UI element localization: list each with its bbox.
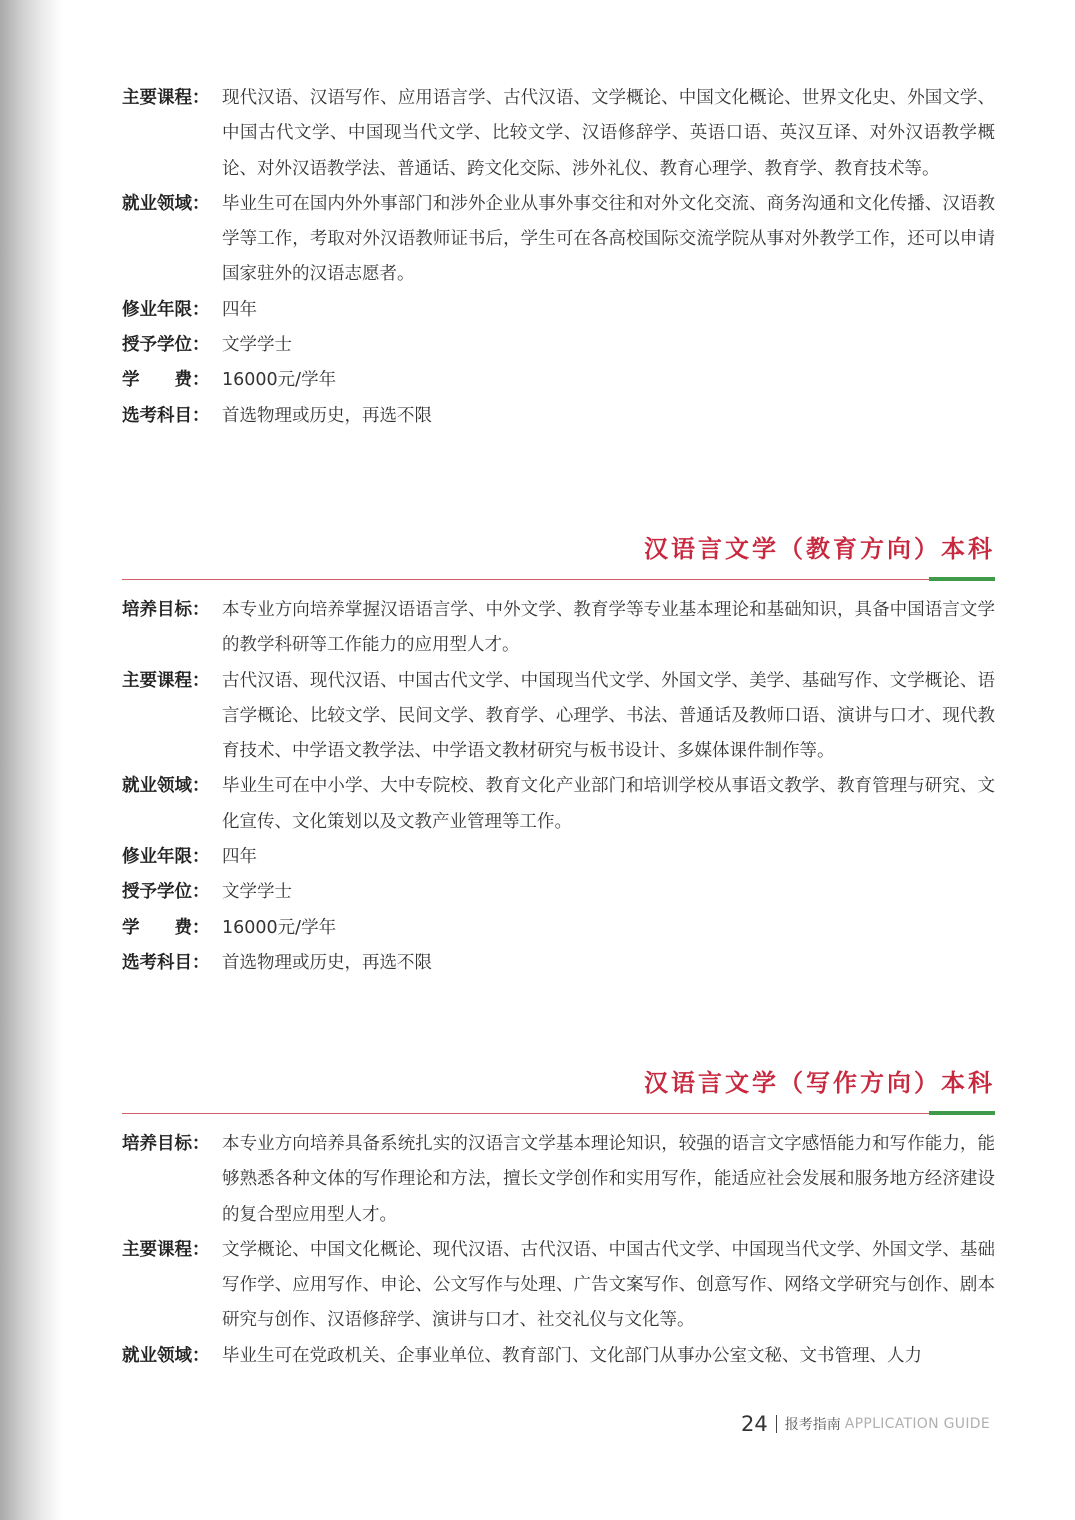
row-tuition <box>122 911 995 946</box>
section-1-body <box>122 81 995 434</box>
field-label: 就业领域： <box>122 776 210 797</box>
row-tuition <box>122 363 995 398</box>
field-label: 修业年限： <box>122 299 210 320</box>
section-title: 汉语言文学（教育方向）本科 <box>644 535 995 563</box>
row-subjects <box>122 946 995 981</box>
field-label: 主要课程： <box>122 1239 210 1260</box>
field-value: 首选物理或历史，再选不限 <box>222 952 432 973</box>
row-objective <box>122 593 995 664</box>
row-main-courses <box>122 81 995 187</box>
field-label: 授予学位： <box>122 882 210 903</box>
field-value: 16000元/学年 <box>222 917 337 938</box>
field-label: 选考科目： <box>122 952 210 973</box>
field-value: 本专业方向培养具备系统扎实的汉语言文学基本理论知识，较强的语言文字感悟能力和写作能力，能够熟悉各种文体的写作理论和方法，擅长文学创作和实用写作，能适应社会发展和服务地方经济建设的复合型应用型人才。 <box>222 1134 995 1225</box>
section-2-header <box>122 532 995 580</box>
row-employment <box>122 769 995 840</box>
row-degree <box>122 875 995 910</box>
field-label: 培养目标： <box>122 1134 210 1154</box>
field-label: 学 费： <box>122 370 210 391</box>
field-label: 培养目标： <box>122 600 210 620</box>
guide-title-cn: 报考指南 <box>784 1417 841 1433</box>
field-value: 文学学士 <box>222 335 292 356</box>
field-value: 毕业生可在国内外外事部门和涉外企业从事外事交往和对外文化交流、商务沟通和文化传播、汉语教学等工作，考取对外汉语教师证书后，学生可在各高校国际交流学院从事对外教学工作，还可以申请国家驻外的汉语志愿者。 <box>222 193 995 285</box>
row-employment <box>122 1339 995 1374</box>
row-duration <box>122 293 995 328</box>
field-label: 学 费： <box>122 917 210 938</box>
field-label: 授予学位： <box>122 335 210 356</box>
field-label: 就业领域： <box>122 193 210 214</box>
field-value: 毕业生可在党政机关、企事业单位、教育部门、文化部门从事办公室文秘、文书管理、人力 <box>222 1345 922 1366</box>
field-value: 四年 <box>222 299 257 320</box>
page-number: 24 <box>741 1412 768 1436</box>
field-value: 本专业方向培养掌握汉语语言学、中外文学、教育学等专业基本理论和基础知识，具备中国语言文学的教学科研等工作能力的应用型人才。 <box>222 600 995 656</box>
footer-separator <box>776 1415 777 1433</box>
field-label: 主要课程： <box>122 88 210 108</box>
page-footer <box>741 1410 990 1438</box>
field-value: 文学概论、中国文化概论、现代汉语、古代汉语、中国古代文学、中国现当代文学、外国文学、基础写作学、应用写作、申论、公文写作与处理、广告文案写作、创意写作、网络文学研究与创作、剧本研究与创作、汉语修辞学、演讲与口才、社交礼仪与文化等。 <box>222 1239 995 1331</box>
section-divider <box>122 1112 995 1114</box>
field-value: 16000元/学年 <box>222 370 337 391</box>
page-binding-shadow <box>0 0 62 1520</box>
field-value: 毕业生可在中小学、大中专院校、教育文化产业部门和培训学校从事语文教学、教育管理与研究、文化宣传、文化策划以及文教产业管理等工作。 <box>222 776 995 832</box>
row-main-courses <box>122 1233 995 1339</box>
field-value: 古代汉语、现代汉语、中国古代文学、中国现当代文学、外国文学、美学、基础写作、文学概论、语言学概论、比较文学、民间文学、教育学、心理学、书法、普通话及教师口语、演讲与口才、现代教育技术、中学语文教学法、中学语文教材研究与板书设计、多媒体课件制作等。 <box>222 670 995 762</box>
section-divider <box>122 578 995 580</box>
section-3-body <box>122 1127 995 1374</box>
field-label: 主要课程： <box>122 670 210 691</box>
row-degree <box>122 328 995 363</box>
field-label: 选考科目： <box>122 405 210 426</box>
guide-title-en: APPLICATION GUIDE <box>844 1416 990 1432</box>
field-value: 文学学士 <box>222 882 292 903</box>
field-label: 就业领域： <box>122 1345 210 1366</box>
section-title: 汉语言文学（写作方向）本科 <box>644 1069 995 1097</box>
row-objective <box>122 1127 995 1233</box>
row-main-courses <box>122 664 995 770</box>
section-3-header <box>122 1066 995 1114</box>
row-duration <box>122 840 995 875</box>
field-label: 修业年限： <box>122 847 210 868</box>
row-employment <box>122 187 995 293</box>
section-2-body <box>122 593 995 981</box>
field-value: 首选物理或历史，再选不限 <box>222 405 432 426</box>
field-value: 现代汉语、汉语写作、应用语言学、古代汉语、文学概论、中国文化概论、世界文化史、外国文学、中国古代文学、中国现当代文学、比较文学、汉语修辞学、英语口语、英汉互译、对外汉语教学概论、对外汉语教学法、普通话、跨文化交际、涉外礼仪、教育心理学、教育学、教育技术等。 <box>222 88 995 179</box>
row-subjects <box>122 399 995 434</box>
field-value: 四年 <box>222 847 257 868</box>
